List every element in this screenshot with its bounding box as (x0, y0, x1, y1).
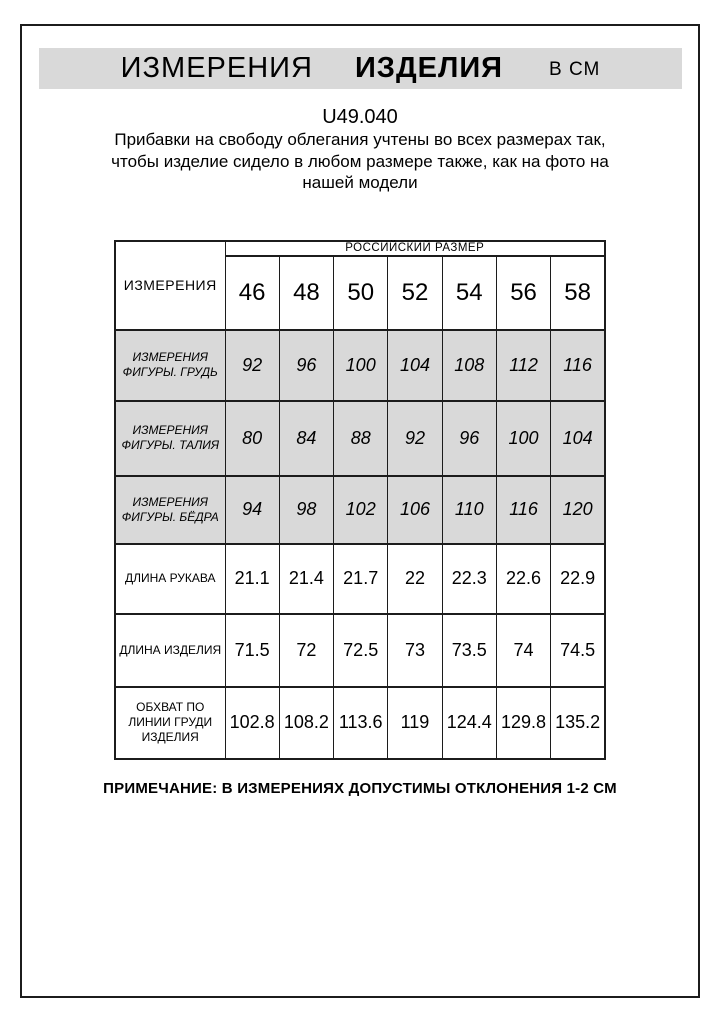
value-cell: 129.8 (496, 687, 550, 759)
size-header-cell: 50 (334, 256, 388, 330)
row-label-cell: ОБХВАТ ПО ЛИНИИ ГРУДИ ИЗДЕЛИЯ (115, 687, 225, 759)
title-measurements: ИЗМЕРЕНИЯ (120, 52, 313, 84)
value-cell: 112 (496, 330, 550, 401)
value-cell: 108.2 (279, 687, 333, 759)
size-header-cell: 46 (225, 256, 279, 330)
table-row (115, 614, 605, 687)
value-cell: 100 (496, 401, 550, 476)
value-cell: 72.5 (334, 614, 388, 687)
size-header-cell: 54 (442, 256, 496, 330)
tolerance-note: ПРИМЕЧАНИЕ: В ИЗМЕРЕНИЯХ ДОПУСТИМЫ ОТКЛОНЕНИЯ 1-2 СМ (103, 779, 617, 797)
value-cell: 96 (442, 401, 496, 476)
value-cell: 73 (388, 614, 442, 687)
value-cell: 116 (496, 476, 550, 544)
corner-label-cell: ИЗМЕРЕНИЯ (115, 241, 225, 330)
size-header-cell: 52 (388, 256, 442, 330)
row-label-cell: ДЛИНА ИЗДЕЛИЯ (115, 614, 225, 687)
value-cell: 71.5 (225, 614, 279, 687)
value-cell: 102.8 (225, 687, 279, 759)
description-line-2: чтобы изделие сидело в любом размере также, как на фото на (111, 151, 609, 171)
value-cell: 120 (551, 476, 605, 544)
value-cell: 102 (334, 476, 388, 544)
value-cell: 94 (225, 476, 279, 544)
article-code: U49.040 (322, 106, 398, 128)
value-cell: 135.2 (551, 687, 605, 759)
table-row (115, 544, 605, 614)
value-cell: 21.1 (225, 544, 279, 614)
value-cell: 100 (334, 330, 388, 401)
value-cell: 22.3 (442, 544, 496, 614)
value-cell: 22.9 (551, 544, 605, 614)
size-table (114, 240, 606, 760)
value-cell: 74.5 (551, 614, 605, 687)
value-cell: 106 (388, 476, 442, 544)
row-label-cell: ИЗМЕРЕНИЯ ФИГУРЫ. БЁДРА (115, 476, 225, 544)
value-cell: 116 (551, 330, 605, 401)
title-units: В СМ (549, 59, 601, 80)
value-cell: 74 (496, 614, 550, 687)
value-cell: 21.7 (334, 544, 388, 614)
description-line-1: Прибавки на свободу облегания учтены во всех размерах так, (114, 130, 606, 149)
value-cell: 96 (279, 330, 333, 401)
value-cell: 124.4 (442, 687, 496, 759)
value-cell: 108 (442, 330, 496, 401)
value-cell: 22 (388, 544, 442, 614)
value-cell: 92 (225, 330, 279, 401)
product-description (62, 129, 658, 194)
value-cell: 104 (388, 330, 442, 401)
value-cell: 84 (279, 401, 333, 476)
size-table-body (115, 241, 605, 759)
row-label-cell: ДЛИНА РУКАВА (115, 544, 225, 614)
size-header-cell: 56 (496, 256, 550, 330)
value-cell: 80 (225, 401, 279, 476)
value-cell: 21.4 (279, 544, 333, 614)
description-line-3: нашей модели (302, 173, 418, 192)
value-cell: 72 (279, 614, 333, 687)
value-cell: 119 (388, 687, 442, 759)
page-border (20, 24, 700, 998)
value-cell: 113.6 (334, 687, 388, 759)
value-cell: 73.5 (442, 614, 496, 687)
title-band (39, 48, 682, 89)
value-cell: 98 (279, 476, 333, 544)
value-cell: 110 (442, 476, 496, 544)
size-header-cell: 48 (279, 256, 333, 330)
title-product: ИЗДЕЛИЯ (354, 52, 504, 84)
table-header-row-group (115, 241, 605, 256)
size-group-header: РОССИЙСКИЙ РАЗМЕР (225, 241, 605, 256)
row-label-cell: ИЗМЕРЕНИЯ ФИГУРЫ. ГРУДЬ (115, 330, 225, 401)
value-cell: 92 (388, 401, 442, 476)
table-row (115, 330, 605, 401)
size-header-cell: 58 (551, 256, 605, 330)
table-row (115, 476, 605, 544)
table-row (115, 687, 605, 759)
table-row (115, 401, 605, 476)
value-cell: 104 (551, 401, 605, 476)
row-label-cell: ИЗМЕРЕНИЯ ФИГУРЫ. ТАЛИЯ (115, 401, 225, 476)
value-cell: 88 (334, 401, 388, 476)
value-cell: 22.6 (496, 544, 550, 614)
